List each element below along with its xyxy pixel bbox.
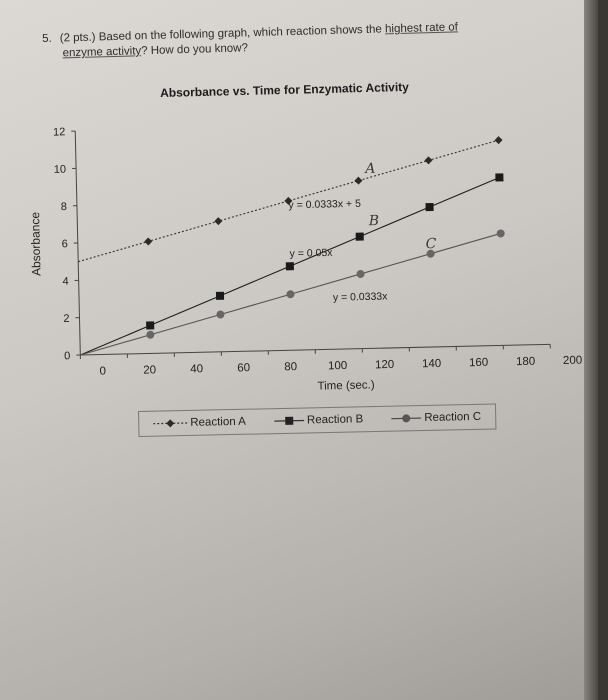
x-tick-label: 20 xyxy=(143,364,157,377)
x-axis-label: Time (sec.) xyxy=(317,379,375,393)
y-tick-label: 2 xyxy=(63,312,70,326)
question-highlight: highest rate of xyxy=(384,21,459,36)
x-tick-label: 60 xyxy=(237,362,251,375)
question-number: 5. xyxy=(42,32,52,45)
legend-marker-square-icon xyxy=(274,416,304,427)
handwritten-label: C xyxy=(425,235,437,253)
data-point-reaction-c xyxy=(146,331,154,339)
y-tick-label: 8 xyxy=(60,200,68,214)
handwritten-label: A xyxy=(365,160,376,178)
legend-label-reaction-c: Reaction C xyxy=(424,410,482,425)
x-tick-label: 120 xyxy=(374,358,395,372)
data-point-reaction-c xyxy=(286,290,294,298)
data-point-reaction-b xyxy=(495,173,503,181)
data-point-reaction-a xyxy=(144,237,152,245)
x-tick-label: 200 xyxy=(562,354,583,368)
y-axis-label: Absorbance xyxy=(28,211,44,277)
y-tick-label: 4 xyxy=(62,275,69,288)
x-tick-label: 160 xyxy=(468,356,489,370)
data-point-reaction-a xyxy=(354,177,362,185)
data-point-reaction-c xyxy=(356,270,364,278)
x-tick-label: 100 xyxy=(327,359,348,373)
question-text-part1: Based on the following graph, which reaction shows the xyxy=(98,23,386,44)
page-edge-shadow xyxy=(584,0,598,700)
legend-label-reaction-b: Reaction B xyxy=(306,413,364,427)
legend-item-reaction-c xyxy=(391,411,481,425)
legend-item-reaction-b xyxy=(274,413,363,427)
x-tick-label: 80 xyxy=(284,361,298,374)
data-point-reaction-b xyxy=(146,321,154,329)
trendline-equation: y = 0.05x xyxy=(289,246,333,260)
data-point-reaction-a xyxy=(214,217,222,225)
data-point-reaction-b xyxy=(216,292,224,300)
handwritten-label: B xyxy=(368,213,380,230)
data-point-reaction-b xyxy=(286,262,294,270)
y-tick-label: 0 xyxy=(64,350,71,363)
data-point-reaction-c xyxy=(497,229,505,237)
legend-marker-diamond-icon xyxy=(153,418,187,429)
chart-title: Absorbance vs. Time for Enzymatic Activity xyxy=(160,79,410,100)
data-point-reaction-c xyxy=(216,310,224,318)
question-line2-rest: ? How do you know? xyxy=(141,42,249,58)
trendline-equation: y = 0.0333x + 5 xyxy=(288,197,361,212)
legend-label-reaction-a: Reaction A xyxy=(190,415,247,429)
x-tick-label: 180 xyxy=(515,355,536,369)
legend-marker-circle-icon xyxy=(391,413,421,424)
y-tick-label: 10 xyxy=(53,163,67,176)
y-tick-label: 12 xyxy=(52,126,66,139)
x-tick-label: 140 xyxy=(421,357,442,371)
data-point-reaction-a xyxy=(424,156,432,164)
x-tick-label: 0 xyxy=(99,365,107,378)
legend-item-reaction-a xyxy=(153,416,246,430)
trendline-equation: y = 0.0333x xyxy=(332,290,388,304)
x-tick-label: 40 xyxy=(190,363,204,376)
data-point-reaction-b xyxy=(425,203,433,211)
data-point-reaction-b xyxy=(356,233,364,241)
data-point-reaction-a xyxy=(494,136,502,144)
question-underlined-phrase: enzyme activity xyxy=(62,45,142,60)
question-points: (2 pts.) xyxy=(59,31,96,45)
y-tick-label: 6 xyxy=(61,238,68,251)
